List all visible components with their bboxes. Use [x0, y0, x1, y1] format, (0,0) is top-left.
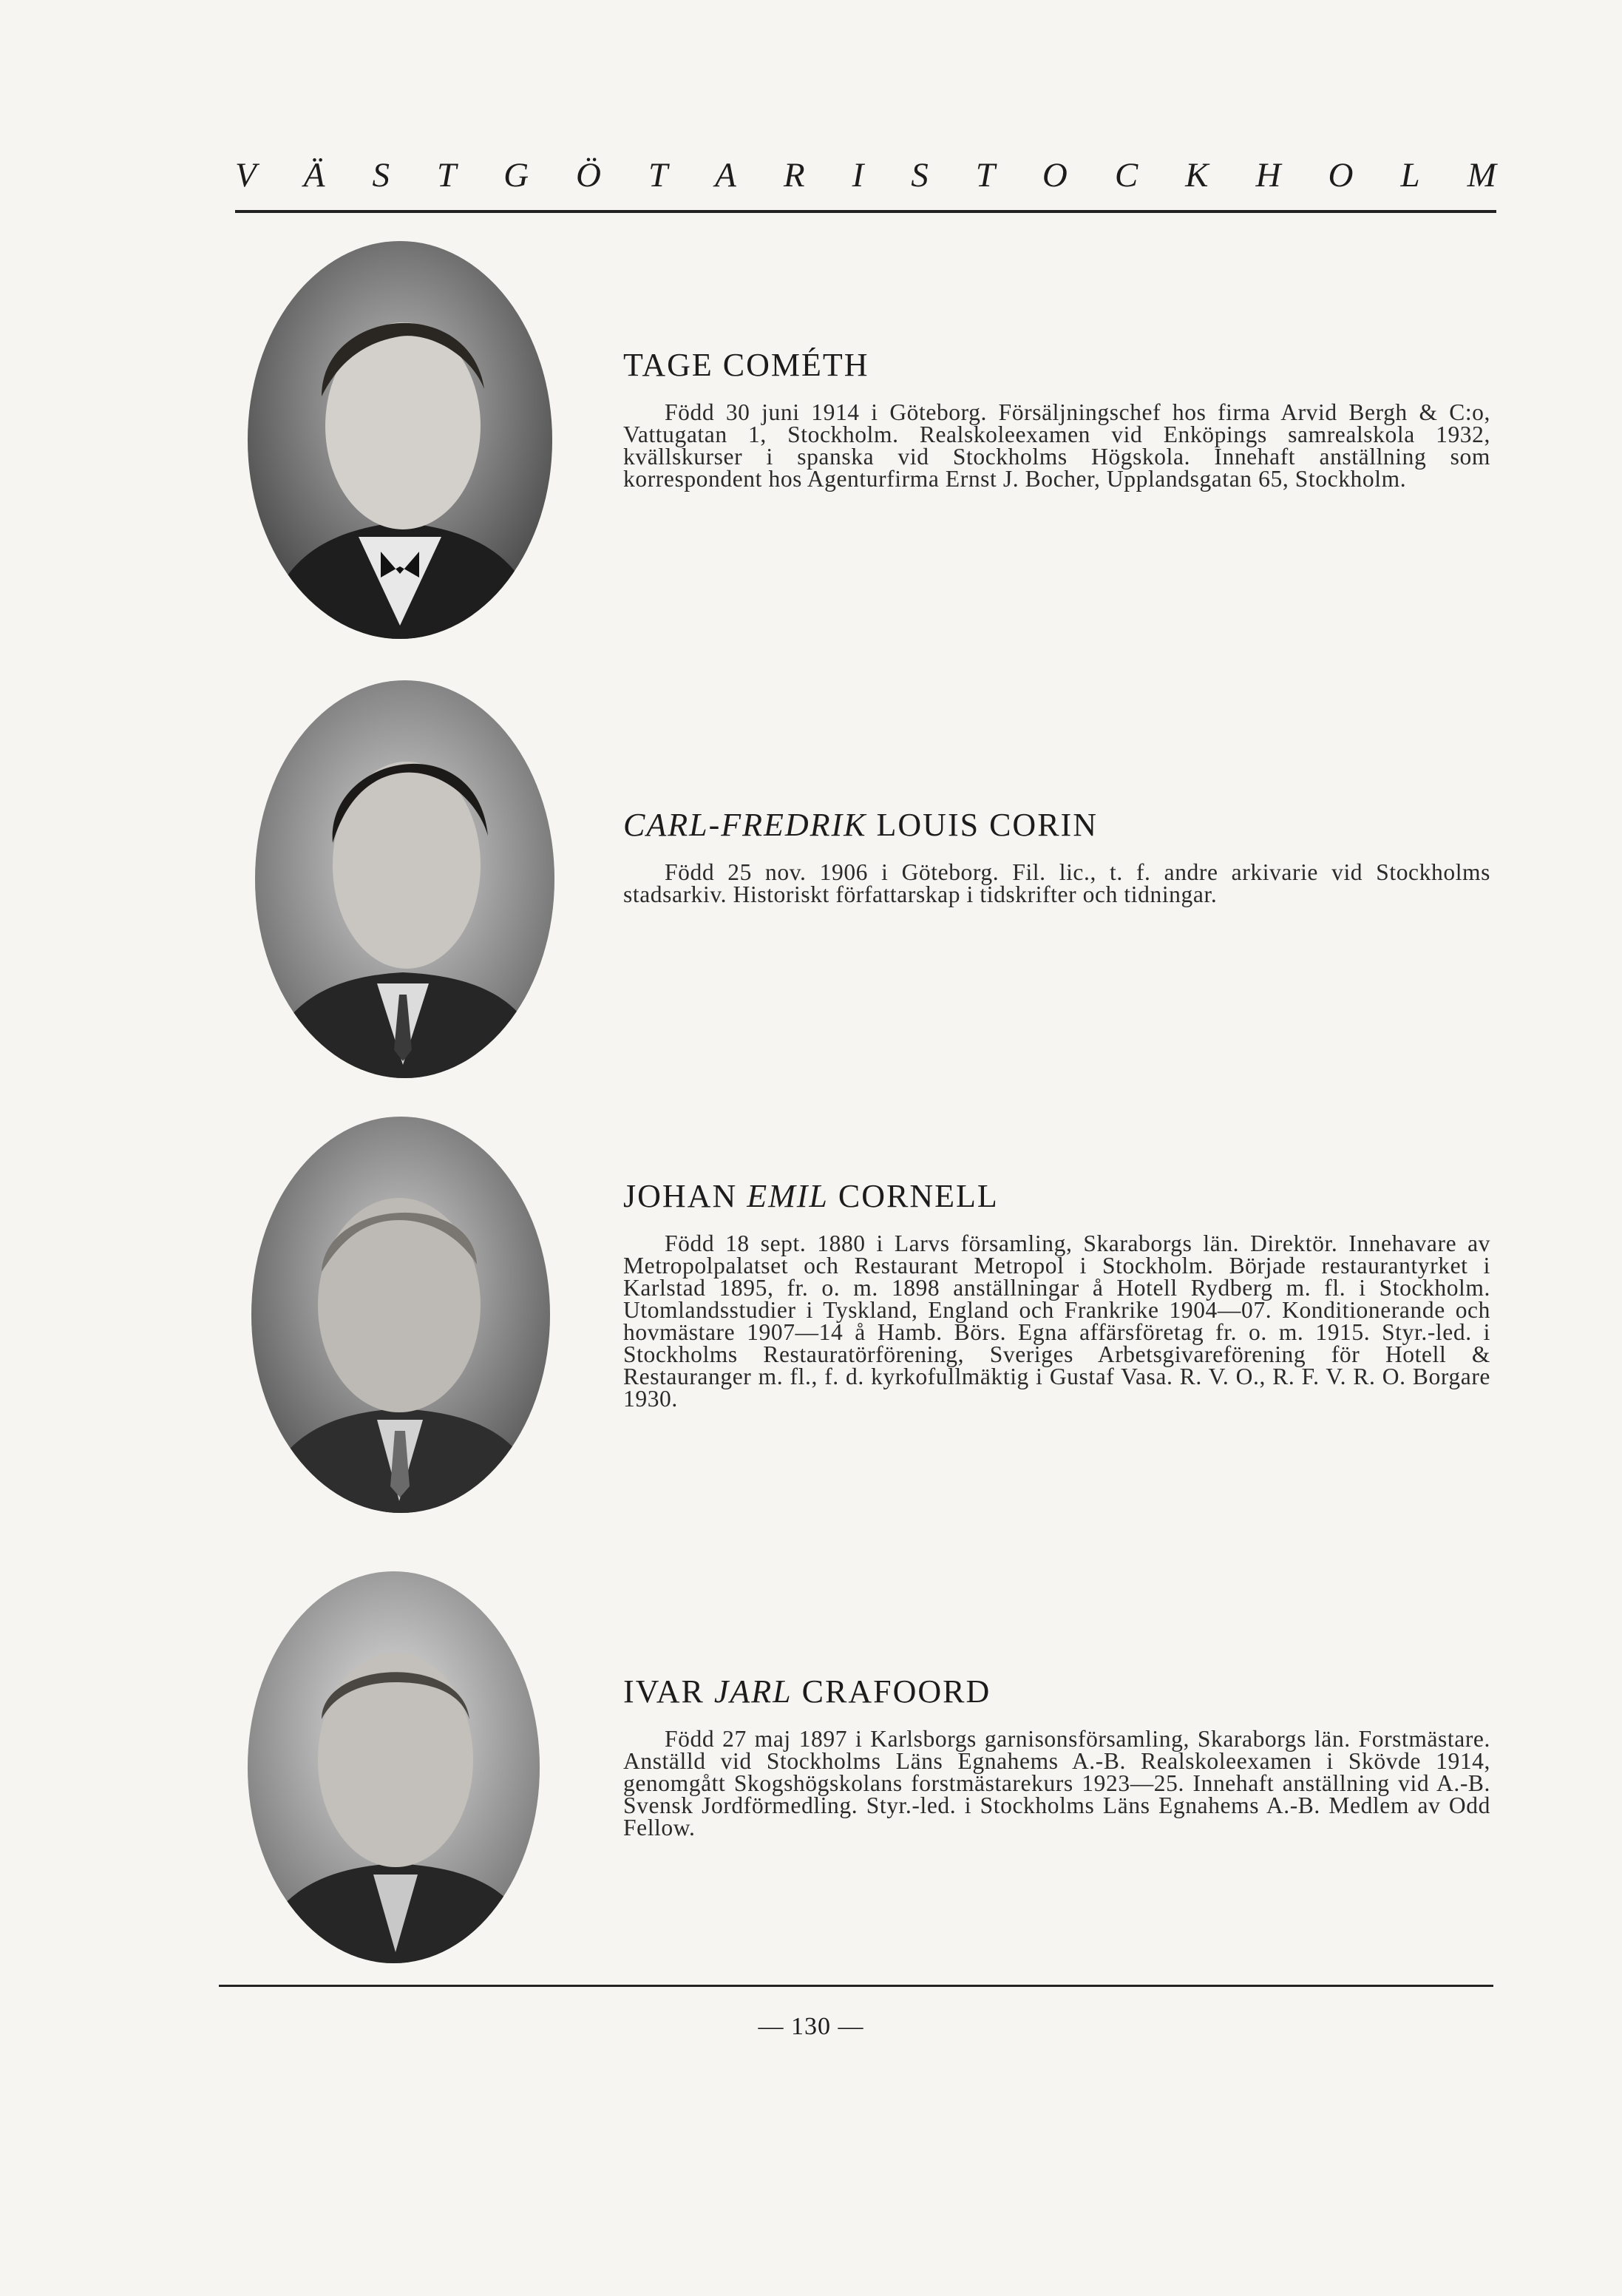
header-letter: O [1042, 156, 1068, 194]
header-letter: T [975, 156, 995, 194]
name-part: TAGE COMÉTH [623, 347, 869, 383]
header-letter: Ä [303, 156, 325, 194]
header-letter: L [1400, 156, 1420, 194]
header-letter: H [1255, 156, 1281, 194]
portrait-photo [248, 241, 552, 639]
biography-entry [623, 1673, 1490, 1839]
name-part: JOHAN [623, 1178, 747, 1214]
person-name [623, 1673, 1490, 1710]
name-part: IVAR [623, 1673, 714, 1710]
header-rule [235, 210, 1496, 213]
header-letter: S [372, 156, 390, 194]
person-name [623, 1177, 1490, 1215]
name-part: CORNELL [828, 1178, 999, 1214]
header-letter: O [1328, 156, 1354, 194]
header-letter: M [1467, 156, 1496, 194]
header-letter: S [911, 156, 929, 194]
biography-text: Född 27 maj 1897 i Karlsborgs garnisonsförsamling, Skaraborgs län. Forstmästare. Anställd vid Stockholms Läns Egnahems A.-B. Realskoleexamen i Skövde 1914, genomgått Skogshögskolans forstmästarekurs 1923—25. Innehaft anställning vid A.-B. Svensk Jordförmedling. Styr.-led. i Stockholms Läns Egnahems A.-B. Medlem av Odd Fellow. [623, 1726, 1490, 1840]
header-letter: Ö [576, 156, 601, 194]
header-letter: A [715, 156, 736, 194]
header-letter: V [235, 156, 257, 194]
biography-text: Född 30 juni 1914 i Göteborg. Försäljningschef hos firma Arvid Bergh & C:o, Vattugatan 1, Stockholm. Realskoleexamen vid Enköpings samrealskola 1932, kvällskurser i spanska vid Stockholms Högskola. Innehaft anställning som korrespondent hos Agenturfirma Ernst J. Bocher, Upplandsgatan 65, Stockholm. [623, 399, 1490, 492]
footer-rule [219, 1985, 1493, 1987]
name-part: CRAFOORD [792, 1673, 991, 1710]
header-letter: T [436, 156, 457, 194]
biography-entry [623, 1177, 1490, 1410]
header-letter: R [783, 156, 805, 194]
biography-text: Född 18 sept. 1880 i Larvs församling, Skaraborgs län. Direktör. Innehavare av Metropolpalatset och Restaurant Metropol i Stockholm. Började restaurantyrket i Karlstad 1895, fr. o. m. 1898 anställningar å Hotell Rydberg m. fl. i Stockholm. Utomlandsstudier i Tyskland, England och Frankrike 1904—07. Konditionerande och hovmästare 1907—14 å Hamb. Börs. Egna affärsföretag fr. o. m. 1915. Styr.-led. i Stockholms Restauratörförening, Sveriges Arbetsgivareförening för Hotell & Restauranger m. fl., f. d. kyrkofullmäktig i Gustaf Vasa. R. V. O., R. F. V. R. O. Borgare 1930. [623, 1230, 1490, 1412]
header-letter: T [648, 156, 668, 194]
person-name [623, 806, 1490, 844]
running-header [235, 155, 1496, 195]
portrait-photo [248, 1571, 540, 1963]
portrait-photo [255, 680, 554, 1078]
page-number: — 130 — [758, 2013, 864, 2040]
name-part: EMIL [747, 1178, 829, 1214]
person-name [623, 346, 1490, 384]
name-part: CARL-FREDRIK [623, 807, 867, 843]
header-letter: C [1114, 156, 1139, 194]
portrait-photo [251, 1117, 550, 1513]
header-letter: K [1185, 156, 1209, 194]
header-letter: G [503, 156, 529, 194]
biography-entry [623, 806, 1490, 906]
biography-entry [623, 346, 1490, 490]
name-part: JARL [713, 1673, 793, 1710]
header-letter: I [852, 156, 864, 194]
biography-text: Född 25 nov. 1906 i Göteborg. Fil. lic., t. f. andre arkivarie vid Stockholms stadsarkiv. Historiskt författarskap i tidskrifter och tidningar. [623, 859, 1490, 907]
name-part: LOUIS CORIN [866, 807, 1098, 843]
